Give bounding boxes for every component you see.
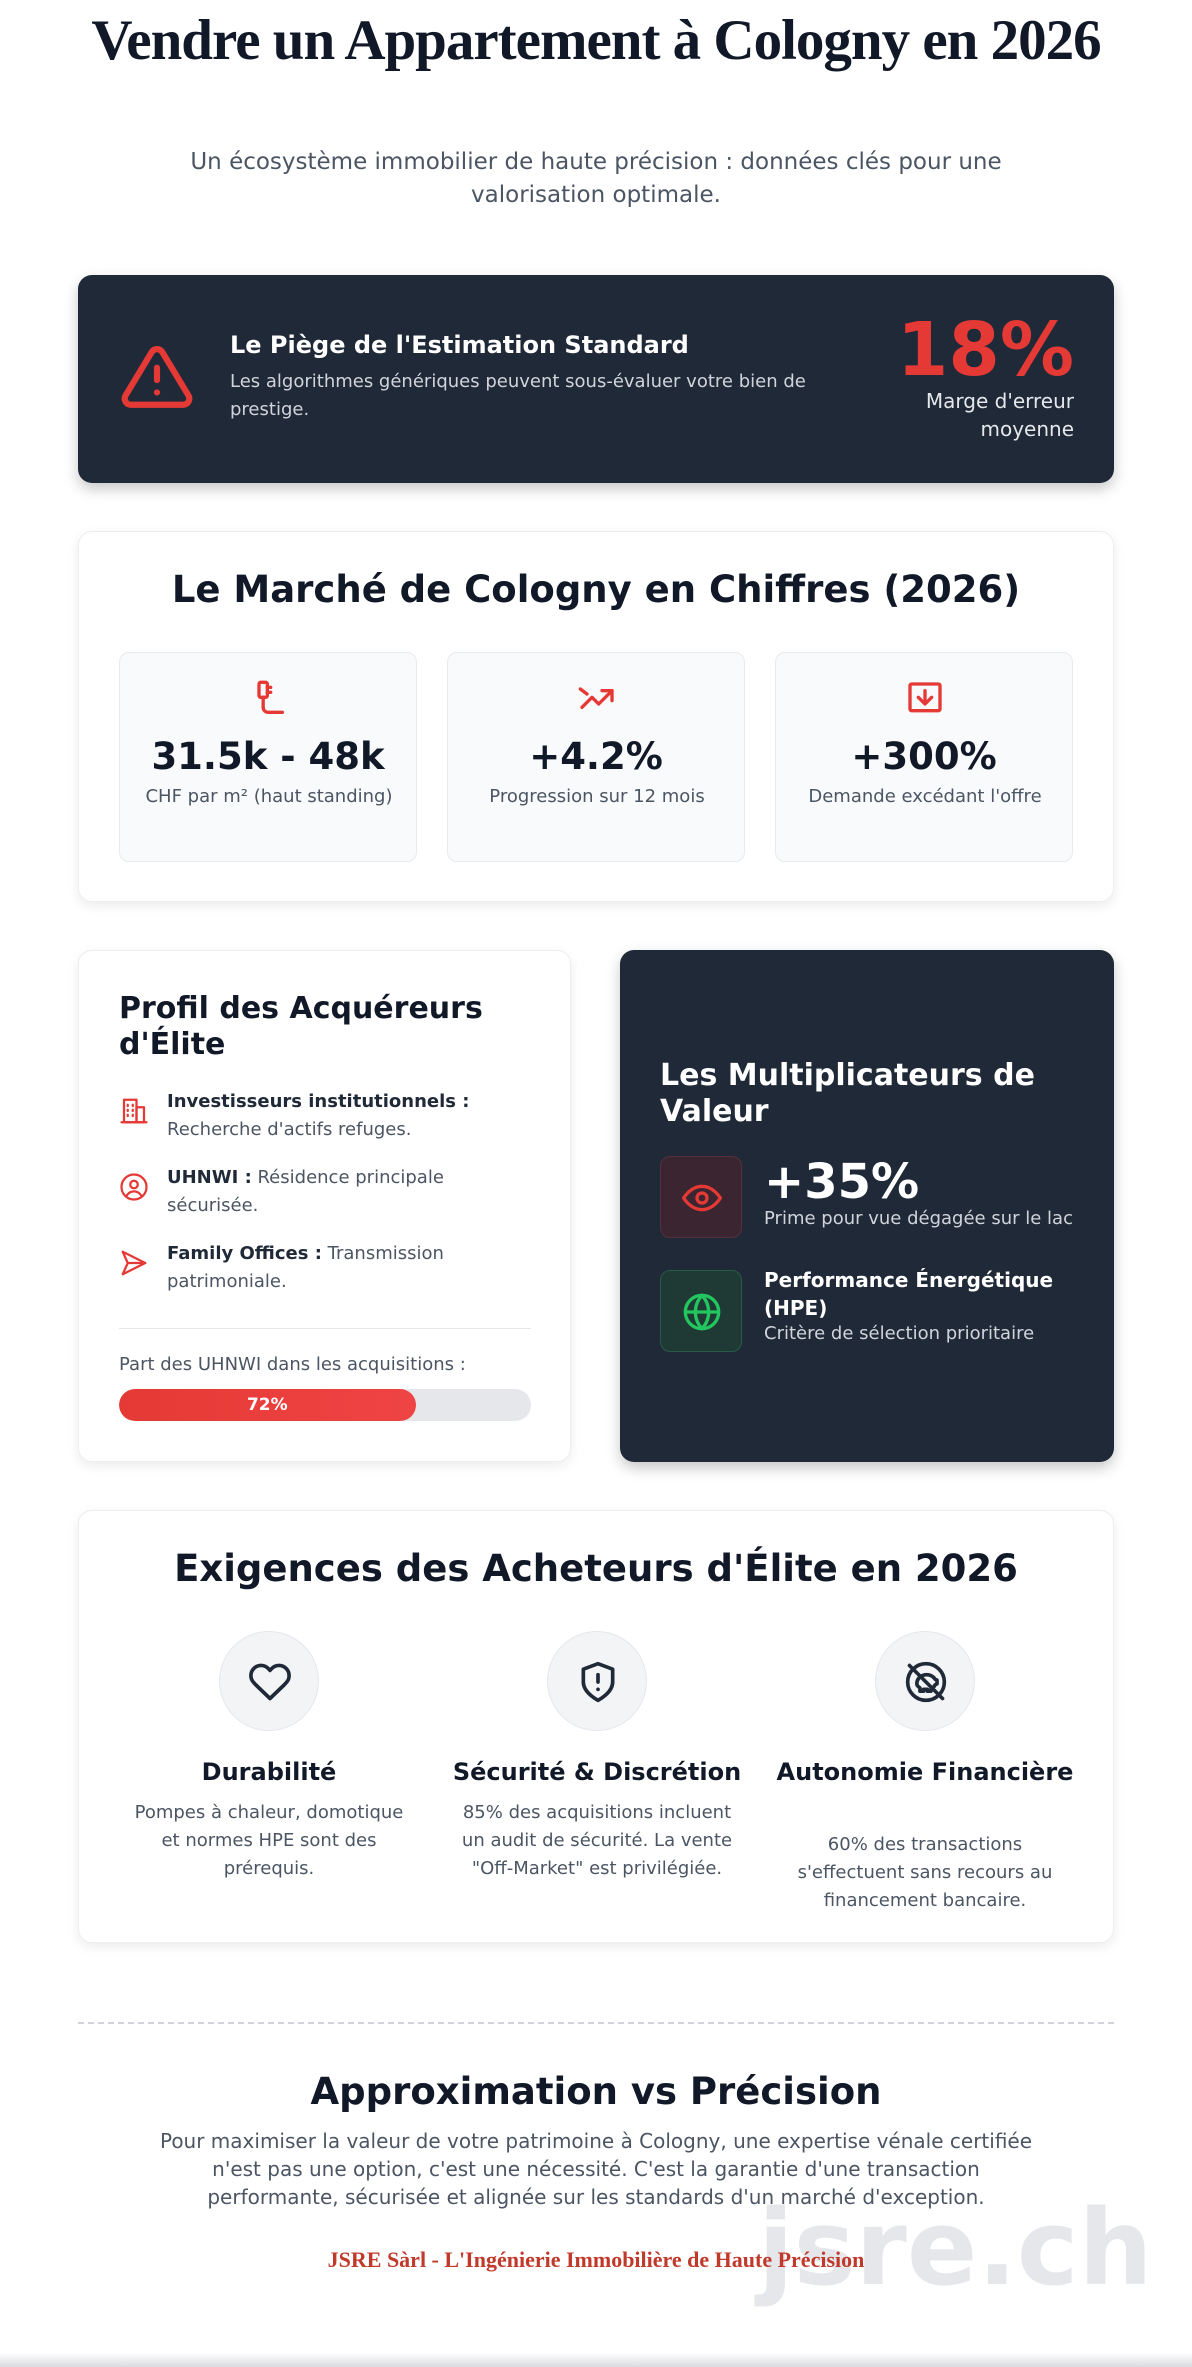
requirement-name: Autonomie Financière (776, 1758, 1074, 1786)
stat-value: +300% (851, 735, 997, 778)
stat-value: 31.5k - 48k (151, 735, 385, 778)
stat-price-per-sqm (119, 652, 417, 862)
stat-label: Demande excédant l'offre (808, 786, 1042, 807)
warning-triangle-icon (120, 340, 194, 414)
energy-icon-box (660, 1270, 742, 1352)
conclusion-title: Approximation vs Précision (310, 2070, 882, 2113)
uhnwi-share-fill: 72% (119, 1389, 416, 1421)
icon-circle (547, 1631, 647, 1731)
conclusion-text: Pour maximiser la valeur de votre patrimoine à Cologny, une expertise vénale certifiée n'est pas une option, c'est une nécessité. C'est la garantie d'une transaction performante, sécurisée et alignée sur les standards d'un marché d'exception. (159, 2129, 1033, 2209)
building-icon (119, 1096, 149, 1126)
profile-title: Profil des Acquéreurs d'Élite (119, 991, 483, 1062)
requirement-desc: 85% des acquisitions incluent un audit de sécurité. La vente "Off-Market" est privilégiée. (461, 1802, 733, 1879)
shield-alert-icon (576, 1660, 620, 1704)
value-multipliers-card (620, 950, 1114, 1462)
send-icon (119, 1248, 149, 1278)
buyer-text: UHNWI : Résidence principale sécurisée. (167, 1167, 444, 1216)
buyer-profile-card (78, 950, 571, 1462)
bottom-edge-shadow (0, 2353, 1192, 2367)
energy-performance-label: Critère de sélection prioritaire (764, 1323, 1035, 1344)
faucet-icon (249, 679, 289, 719)
uhnwi-share-label: Part des UHNWI dans les acquisitions : (119, 1354, 466, 1375)
lake-view-premium-label: Prime pour vue dégagée sur le lac (764, 1208, 1073, 1229)
globe-icon (682, 1292, 722, 1332)
error-margin-label: Marge d'erreur moyenne (925, 389, 1074, 441)
energy-performance-title: Performance Énergétique (HPE) (764, 1268, 1054, 1320)
requirement-desc: Pompes à chaleur, domotique et normes HPE sont des prérequis. (134, 1802, 404, 1879)
estimation-trap-card (78, 275, 1114, 483)
buyer-text: Investisseurs institutionnels : Recherche d'actifs refuges. (167, 1091, 470, 1140)
eye-icon (682, 1178, 722, 1218)
requirements-title: Exigences des Acheteurs d'Élite en 2026 (174, 1547, 1018, 1590)
stat-label: CHF par m² (haut standing) (145, 786, 393, 807)
heart-icon (248, 1660, 292, 1704)
alert-text: Les algorithmes génériques peuvent sous-évaluer votre bien de prestige. (230, 371, 806, 420)
trending-up-icon (577, 679, 617, 719)
multipliers-title: Les Multiplicateurs de Valeur (660, 1058, 1035, 1129)
lake-view-icon-box (660, 1156, 742, 1238)
requirement-name: Durabilité (201, 1758, 337, 1786)
stat-growth (447, 652, 745, 862)
site-watermark: jsre.ch (758, 2187, 1153, 2309)
uhnwi-share-progress-bar (119, 1389, 531, 1421)
lake-view-premium-value: +35% (764, 1154, 920, 1210)
divider (119, 1328, 531, 1329)
requirement-name: Sécurité & Discrétion (452, 1758, 742, 1786)
stat-value: +4.2% (529, 735, 663, 778)
stat-demand (775, 652, 1073, 862)
market-title: Le Marché de Cologny en Chiffres (2026) (171, 568, 1021, 611)
buyer-text: Family Offices : Transmission patrimoniale. (167, 1243, 444, 1292)
page-subtitle: Un écosystème immobilier de haute précision : données clés pour une valorisation optimale. (190, 149, 1002, 208)
inbox-download-icon (905, 679, 945, 719)
page-title: Vendre un Appartement à Cologny en 2026 (91, 9, 1101, 72)
market-figures-card (78, 531, 1114, 902)
section-divider (78, 2022, 1114, 2024)
error-margin-value: 18% (896, 307, 1074, 393)
user-circle-icon (119, 1172, 149, 1202)
icon-circle (875, 1631, 975, 1731)
stat-label: Progression sur 12 mois (489, 786, 705, 807)
company-signature: JSRE Sàrl - L'Ingénierie Immobilière de Haute Précision (327, 2247, 865, 2272)
alert-title: Le Piège de l'Estimation Standard (230, 331, 689, 359)
piggy-bank-icon (904, 1660, 948, 1704)
requirement-desc: 60% des transactions s'effectuent sans recours au financement bancaire. (797, 1834, 1053, 1911)
elite-requirements-card (78, 1510, 1114, 1943)
icon-circle (219, 1631, 319, 1731)
